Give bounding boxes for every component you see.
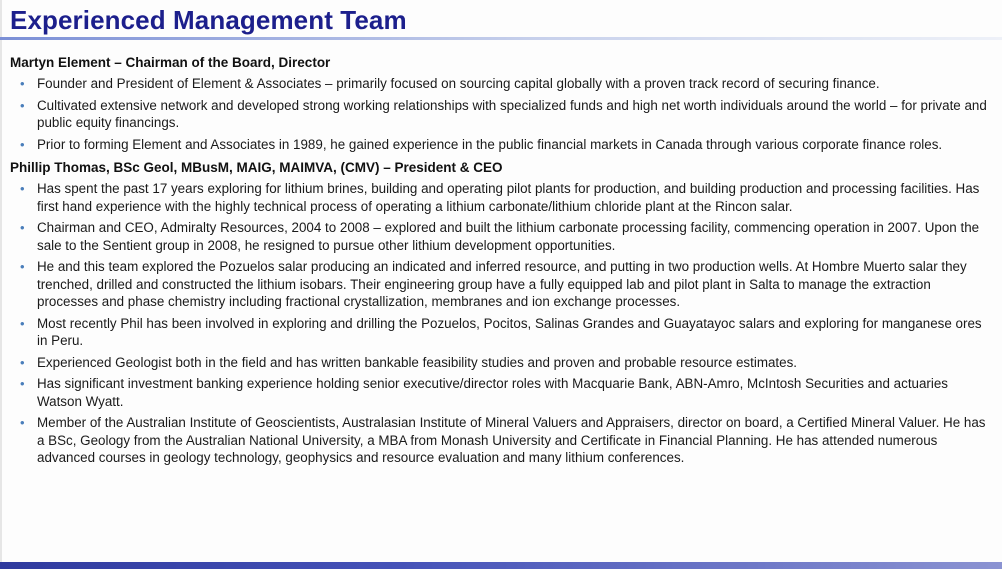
bullet-icon: • bbox=[20, 259, 25, 274]
bullet-icon: • bbox=[20, 97, 25, 113]
bullet-list bbox=[10, 75, 988, 153]
list-item-text: Member of the Australian Institute of Geoscientists, Australasian Institute of Mineral Valuers and Appraisers, director on board, a Certified Mineral Valuer. He has a BSc, Geology from the Australian National University, a MBA from Monash University and Certificate in Financial Planning. He has attended numerous advanced courses in geology technology, geophysics and resource evaluation and many lithium conferences. bbox=[37, 415, 986, 465]
bio-heading: Phillip Thomas, BSc Geol, MBusM, MAIG, MAIMVA, (CMV) – President & CEO bbox=[10, 160, 503, 175]
list-item-text: Chairman and CEO, Admiralty Resources, 2004 to 2008 – explored and built the lithium carbonate processing facility, commencing operation in 2007. Upon the sale to the Sentient group in 2008, he resigned to pursue other lithium development opportunities. bbox=[37, 220, 980, 253]
list-item-text: Prior to forming Element and Associates in 1989, he gained experience in the public financial markets in Canada through various corporate finance roles. bbox=[37, 136, 943, 152]
slide-title-bar bbox=[0, 0, 1002, 40]
bullet-icon: • bbox=[20, 376, 25, 391]
list-item bbox=[10, 219, 988, 254]
bullet-icon: • bbox=[20, 136, 25, 152]
list-item bbox=[10, 180, 988, 215]
list-item bbox=[10, 414, 988, 467]
list-item bbox=[10, 375, 988, 410]
page-title: Experienced Management Team bbox=[10, 5, 407, 35]
list-item bbox=[10, 258, 988, 311]
footer-accent-bar bbox=[0, 562, 1002, 569]
left-edge-shadow bbox=[0, 0, 2, 569]
list-item bbox=[10, 315, 988, 350]
list-item-text: Cultivated extensive network and developed strong working relationships with specialized funds and high net worth individuals around the world – for private and public equity financings. bbox=[37, 97, 987, 130]
list-item bbox=[10, 97, 988, 132]
list-item-text: Founder and President of Element & Associates – primarily focused on sourcing capital globally with a proven track record of securing finance. bbox=[37, 76, 880, 91]
list-item-text: Has spent the past 17 years exploring for lithium brines, building and operating pilot plants for production, and building production and processing facilities. Has first hand experience with the highly technical process of operating a lithium carbonate/lithium chloride plant at the Rincon salar. bbox=[37, 181, 980, 214]
list-item bbox=[10, 354, 988, 372]
list-item-text: He and this team explored the Pozuelos salar producing an indicated and inferred resource, and putting in two production wells. At Hombre Muerto salar they trenched, drilled and constructed the lithium isobars. Their engineering group have a fully equipped lab and pilot plant in Salta to manage the extraction processes and phase chemistry including fractional crystallization, membranes and ion exchange processes. bbox=[37, 259, 967, 309]
bio-section-phillip-thomas bbox=[10, 159, 988, 467]
list-item bbox=[10, 75, 988, 93]
list-item bbox=[10, 136, 988, 154]
bullet-icon: • bbox=[20, 76, 25, 91]
bio-section-martyn-element bbox=[10, 54, 988, 153]
list-item-text: Has significant investment banking experience holding senior executive/director roles with Macquarie Bank, ABN-Amro, McIntosh Securities and actuaries Watson Wyatt. bbox=[37, 376, 949, 409]
list-item-text: Experienced Geologist both in the field and has written bankable feasibility studies and proven and probable resource estimates. bbox=[37, 354, 798, 370]
bullet-icon: • bbox=[20, 354, 25, 370]
title-divider bbox=[0, 37, 1002, 40]
bullet-icon: • bbox=[20, 181, 25, 196]
bullet-icon: • bbox=[20, 415, 25, 430]
bullet-icon: • bbox=[20, 220, 25, 235]
bullet-icon: • bbox=[20, 315, 25, 331]
bio-heading: Martyn Element – Chairman of the Board, Director bbox=[10, 55, 331, 70]
bullet-list bbox=[10, 180, 988, 467]
list-item-text: Most recently Phil has been involved in exploring and drilling the Pozuelos, Pocitos, Salinas Grandes and Guayatayoc salars and exploring for manganese ores in Peru. bbox=[37, 315, 982, 348]
slide-content bbox=[0, 40, 1002, 467]
